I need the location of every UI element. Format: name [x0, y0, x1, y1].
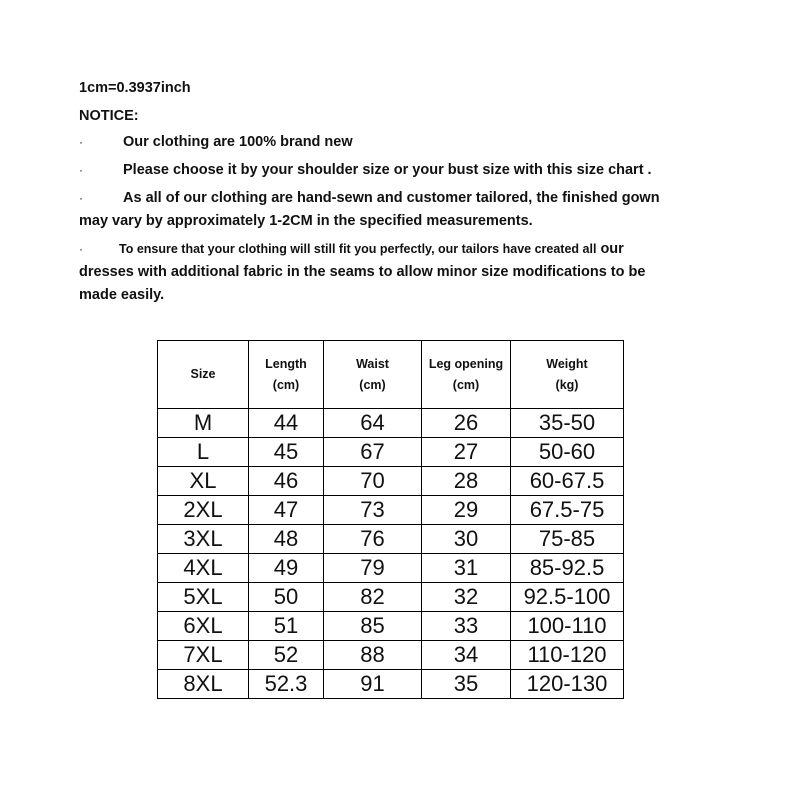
- cell-length: 44: [249, 409, 324, 438]
- cell-weight: 120-130: [511, 670, 624, 699]
- cell-leg-opening: 34: [422, 641, 511, 670]
- cell-waist: 85: [324, 612, 422, 641]
- notice-text-continued: made easily.: [79, 287, 165, 303]
- header-label: Weight: [546, 356, 588, 371]
- notice-title: NOTICE:: [79, 108, 139, 124]
- notice-text: Please choose it by your shoulder size or your bust size with this size chart .: [123, 162, 652, 178]
- cell-waist: 73: [324, 496, 422, 525]
- notice-item: [79, 131, 689, 154]
- cell-weight: 100-110: [511, 612, 624, 641]
- cell-size: XL: [158, 467, 249, 496]
- header-size: [158, 341, 249, 409]
- cell-waist: 88: [324, 641, 422, 670]
- bullet-dot: ·: [79, 242, 83, 256]
- header-unit: (cm): [452, 377, 480, 392]
- cell-leg-opening: 29: [422, 496, 511, 525]
- table-row: [158, 467, 624, 496]
- cell-waist: 82: [324, 583, 422, 612]
- cell-leg-opening: 33: [422, 612, 511, 641]
- cell-weight: 50-60: [511, 438, 624, 467]
- table-row: [158, 554, 624, 583]
- cell-leg-opening: 30: [422, 525, 511, 554]
- cell-size: 4XL: [158, 554, 249, 583]
- header-label: Size: [190, 367, 216, 381]
- cell-size: L: [158, 438, 249, 467]
- header-leg-opening: [422, 341, 511, 409]
- cell-waist: 79: [324, 554, 422, 583]
- cell-size: 5XL: [158, 583, 249, 612]
- cell-length: 45: [249, 438, 324, 467]
- cell-size: 3XL: [158, 525, 249, 554]
- notice-item: [79, 159, 689, 182]
- header-unit: (cm): [359, 377, 386, 392]
- header-unit: (kg): [555, 377, 579, 392]
- cell-waist: 67: [324, 438, 422, 467]
- cell-leg-opening: 28: [422, 467, 511, 496]
- cell-waist: 64: [324, 409, 422, 438]
- cell-leg-opening: 27: [422, 438, 511, 467]
- cell-weight: 92.5-100: [511, 583, 624, 612]
- cell-size: 6XL: [158, 612, 249, 641]
- notice-text-continued: may vary by approximately 1-2CM in the specified measurements.: [79, 213, 533, 229]
- header-waist: [324, 341, 422, 409]
- cell-weight: 67.5-75: [511, 496, 624, 525]
- cell-length: 48: [249, 525, 324, 554]
- cell-weight: 75-85: [511, 525, 624, 554]
- cell-leg-opening: 32: [422, 583, 511, 612]
- header-unit: (cm): [272, 377, 300, 392]
- table-header-row: [158, 341, 624, 409]
- cell-size: 2XL: [158, 496, 249, 525]
- notice-text: our: [600, 241, 624, 257]
- bullet-dot: ·: [79, 191, 83, 205]
- cell-size: 7XL: [158, 641, 249, 670]
- size-notes: [79, 78, 689, 307]
- table-row: [158, 670, 624, 699]
- cell-leg-opening: 31: [422, 554, 511, 583]
- notice-item: [79, 187, 689, 233]
- cell-size: 8XL: [158, 670, 249, 699]
- cell-length: 49: [249, 554, 324, 583]
- cell-waist: 91: [324, 670, 422, 699]
- table-row: [158, 583, 624, 612]
- header-label: Leg opening: [428, 356, 504, 371]
- cell-length: 52.3: [249, 670, 324, 699]
- header-label: Waist: [356, 356, 389, 371]
- cell-size: M: [158, 409, 249, 438]
- cell-length: 52: [249, 641, 324, 670]
- size-chart-table: [157, 340, 624, 699]
- unit-conversion: 1cm=0.3937inch: [79, 80, 191, 96]
- cell-weight: 110-120: [511, 641, 624, 670]
- bullet-dot: ·: [79, 135, 83, 149]
- table-row: [158, 409, 624, 438]
- notice-text-small: To ensure that your clothing will still fit you perfectly, our tailors have created all: [119, 242, 597, 256]
- table-row: [158, 438, 624, 467]
- cell-waist: 70: [324, 467, 422, 496]
- table-row: [158, 612, 624, 641]
- cell-weight: 60-67.5: [511, 467, 624, 496]
- cell-leg-opening: 26: [422, 409, 511, 438]
- cell-length: 46: [249, 467, 324, 496]
- table-row: [158, 496, 624, 525]
- header-label: Length: [265, 356, 307, 371]
- cell-length: 51: [249, 612, 324, 641]
- table-row: [158, 525, 624, 554]
- header-length: [249, 341, 324, 409]
- cell-leg-opening: 35: [422, 670, 511, 699]
- header-weight: [511, 341, 624, 409]
- cell-weight: 85-92.5: [511, 554, 624, 583]
- notice-text: As all of our clothing are hand-sewn and customer tailored, the finished gown: [123, 190, 660, 206]
- notice-text: Our clothing are 100% brand new: [123, 134, 353, 150]
- cell-weight: 35-50: [511, 409, 624, 438]
- notice-item: [79, 238, 689, 307]
- table-row: [158, 641, 624, 670]
- bullet-dot: ·: [79, 163, 83, 177]
- notice-text-continued: dresses with additional fabric in the seams to allow minor size modifications to be: [79, 264, 646, 280]
- cell-length: 50: [249, 583, 324, 612]
- cell-length: 47: [249, 496, 324, 525]
- cell-waist: 76: [324, 525, 422, 554]
